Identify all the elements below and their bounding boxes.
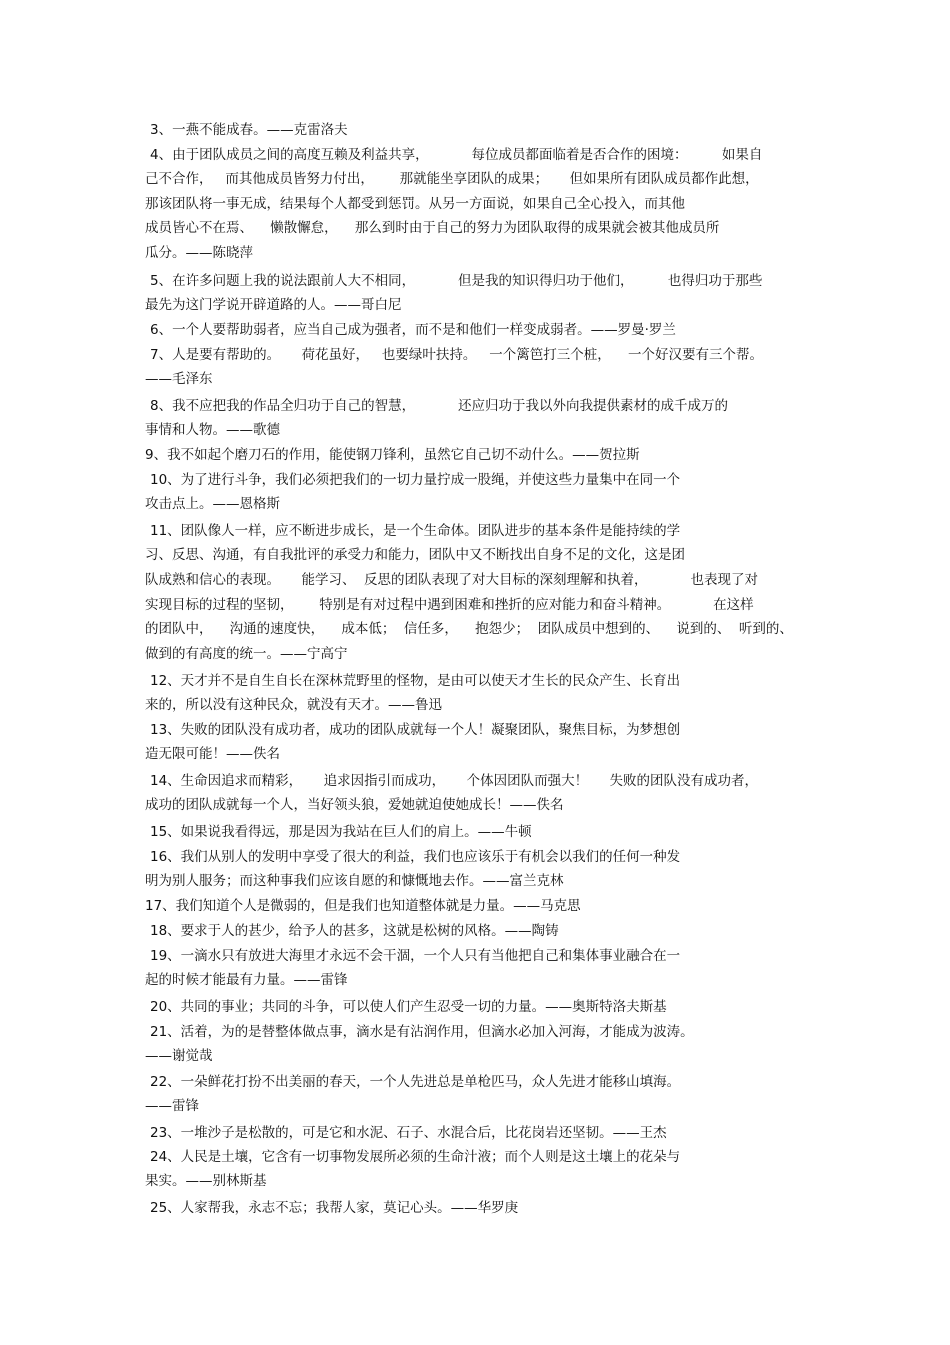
text-line: 成员皆心不在焉、 懒散懈怠， 那么到时由于自己的努力为团队取得的成果就会被其他成员所 — [145, 220, 720, 236]
text-line: 的团队中， 沟通的速度快， 成本低； 信任多， 抱怨少； 团队成员中想到的、 说到的、 听到的、 — [145, 621, 793, 637]
text-line: 6、一个人要帮助弱者，应当自己成为强者，而不是和他们一样变成弱者。——罗曼·罗兰 — [150, 322, 676, 338]
text-line: 那该团队将一事无成，结果每个人都受到惩罚。从另一方面说，如果自己全心投入，而其他 — [145, 196, 685, 212]
text-line: 25、人家帮我，永志不忘；我帮人家，莫记心头。——华罗庚 — [150, 1200, 519, 1216]
text-line: 事情和人物。——歌德 — [145, 422, 280, 438]
text-line: 实现目标的过程的坚韧， 特别是有对过程中遇到困难和挫折的应对能力和奋斗精神。 在这样 — [145, 597, 754, 613]
text-line: 造无限可能！——佚名 — [145, 746, 280, 762]
text-line: 11、团队像人一样，应不断进步成长，是一个生命体。团队进步的基本条件是能持续的学 — [150, 523, 681, 539]
text-line: 15、如果说我看得远，那是因为我站在巨人们的肩上。——牛顿 — [150, 824, 532, 840]
text-line: ——雷锋 — [145, 1098, 199, 1114]
text-line: 12、天才并不是自生自长在深林荒野里的怪物，是由可以使天才生长的民众产生、长育出 — [150, 673, 681, 689]
text-line: 7、人是要有帮助的。 荷花虽好， 也要绿叶扶持。 一个篱笆打三个桩， 一个好汉要有三个帮。 — [150, 347, 763, 363]
text-line: 明为别人服务；而这种事我们应该自愿的和慷慨地去作。——富兰克林 — [145, 873, 564, 889]
text-line: 13、失败的团队没有成功者，成功的团队成就每一个人！凝聚团队，聚焦目标，为梦想创 — [150, 722, 681, 738]
text-line: 17、我们知道个人是微弱的，但是我们也知道整体就是力量。——马克思 — [145, 898, 581, 914]
text-line: 成功的团队成就每一个人，当好领头狼，爱她就迫使她成长！——佚名 — [145, 797, 564, 813]
text-line: 瓜分。——陈晓萍 — [145, 245, 253, 261]
text-line: 14、生命因追求而精彩， 追求因指引而成功， 个体因团队而强大！ 失败的团队没有成功者， — [150, 773, 759, 789]
text-line: 18、要求于人的甚少，给予人的甚多，这就是松树的风格。——陶铸 — [150, 923, 559, 939]
text-line: 起的时候才能最有力量。——雷锋 — [145, 972, 348, 988]
text-line: 队成熟和信心的表现。 能学习、 反思的团队表现了对大目标的深刻理解和执着， 也表现了对 — [145, 572, 758, 588]
text-line: 24、人民是土壤，它含有一切事物发展所必须的生命汁液；而个人则是这土壤上的花朵与 — [150, 1149, 681, 1165]
text-line: 21、活着，为的是替整体做点事，滴水是有沾润作用，但滴水必加入河海，才能成为波涛。 — [150, 1024, 694, 1040]
text-line: 20、共同的事业；共同的斗争，可以使人们产生忍受一切的力量。——奥斯特洛夫斯基 — [150, 999, 667, 1015]
text-line: 做到的有高度的统一。——宁高宁 — [145, 646, 348, 662]
text-line: 习、反思、沟通，有自我批评的承受力和能力，团队中又不断找出自身不足的文化，这是团 — [145, 547, 685, 563]
text-line: 果实。——别林斯基 — [145, 1173, 267, 1189]
text-line: 来的，所以没有这种民众，就没有天才。——鲁迅 — [145, 697, 442, 713]
text-line: 4、由于团队成员之间的高度互赖及利益共享， 每位成员都面临着是否合作的困境： 如果自 — [150, 147, 763, 163]
text-line: 攻击点上。——恩格斯 — [145, 496, 280, 512]
text-line: ——毛泽东 — [145, 371, 213, 387]
text-line: 8、我不应把我的作品全归功于自己的智慧， 还应归功于我以外向我提供素材的成千成万的 — [150, 398, 729, 414]
text-line: 9、我不如起个磨刀石的作用，能使钢刀锋利，虽然它自己切不动什么。——贺拉斯 — [145, 447, 640, 463]
text-line: ——谢觉哉 — [145, 1048, 213, 1064]
text-line: 最先为这门学说开辟道路的人。——哥白尼 — [145, 297, 402, 313]
text-line: 己不合作， 而其他成员皆努力付出， 那就能坐享团队的成果； 但如果所有团队成员都作此想， — [145, 171, 759, 187]
text-line: 10、为了进行斗争，我们必须把我们的一切力量拧成一股绳，并使这些力量集中在同一个 — [150, 472, 681, 488]
text-line: 22、一朵鲜花打扮不出美丽的春天，一个人先进总是单枪匹马，众人先进才能移山填海。 — [150, 1074, 681, 1090]
text-line: 19、一滴水只有放进大海里才永远不会干涸，一个人只有当他把自己和集体事业融合在一 — [150, 948, 681, 964]
text-line: 16、我们从别人的发明中享受了很大的利益，我们也应该乐于有机会以我们的任何一种发 — [150, 849, 681, 865]
text-line: 23、一堆沙子是松散的，可是它和水泥、石子、水混合后，比花岗岩还坚韧。——王杰 — [150, 1125, 667, 1141]
text-line: 3、一燕不能成春。——克雷洛夫 — [150, 122, 348, 138]
text-line: 5、在许多问题上我的说法跟前人大不相同， 但是我的知识得归功于他们， 也得归功于那些 — [150, 273, 763, 289]
